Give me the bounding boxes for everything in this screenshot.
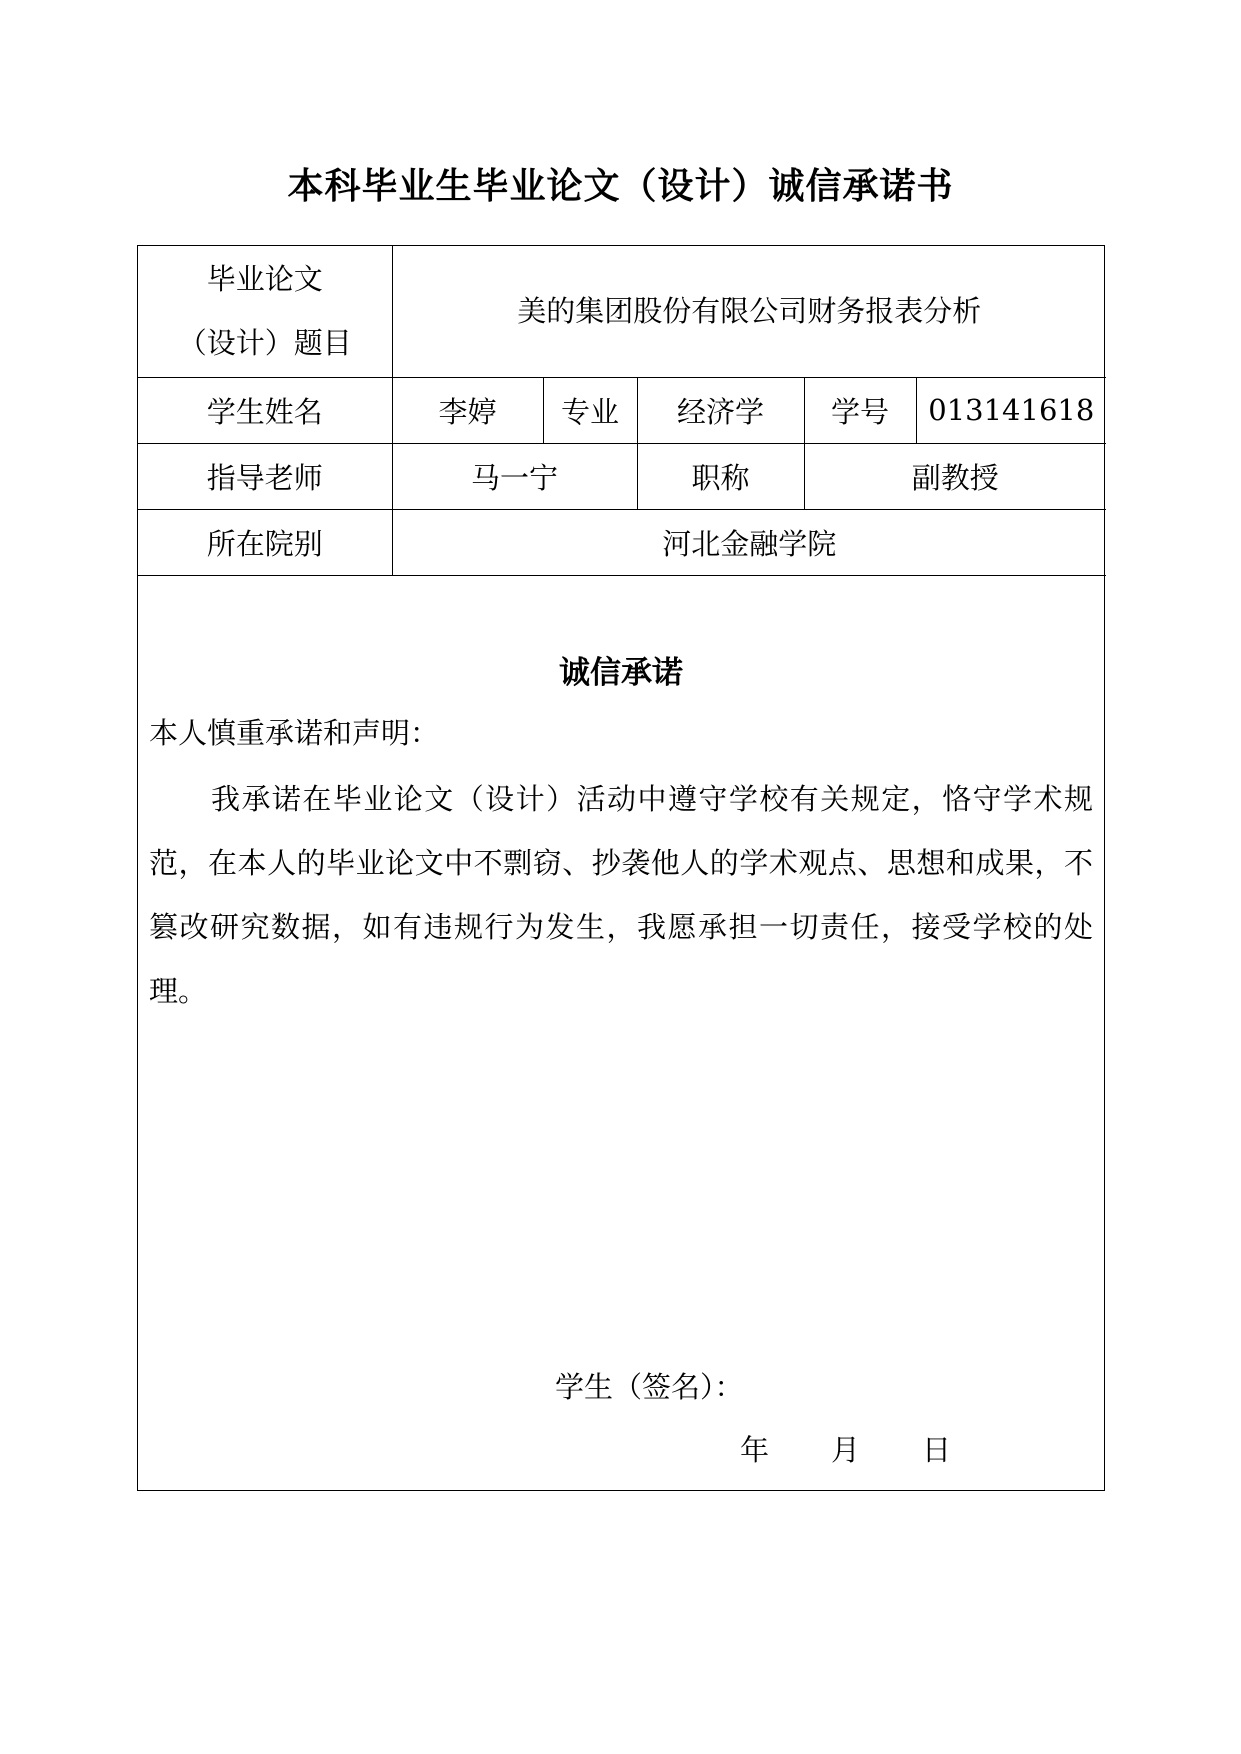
advisor-row	[138, 443, 1106, 509]
info-table	[138, 246, 1106, 576]
date-year-label: 年	[740, 1433, 770, 1467]
topic-label-line1: 毕业论文	[206, 262, 323, 297]
advisor-label: 指导老师	[138, 443, 392, 509]
college-row	[138, 509, 1106, 575]
advisor-value: 马一宁	[392, 443, 637, 509]
advisor-title-value: 副教授	[804, 443, 1106, 509]
college-value: 河北金融学院	[392, 509, 1106, 575]
major-label: 专业	[543, 377, 637, 443]
date-month-label: 月	[831, 1433, 861, 1467]
topic-value: 美的集团股份有限公司财务报表分析	[392, 246, 1106, 377]
commitment-body: 我承诺在毕业论文（设计）活动中遵守学校有关规定，恪守学术规范，在本人的毕业论文中不剽窃、抄袭他人的学术观点、思想和成果，不篡改研究数据，如有违规行为发生，我愿承担一切责任，接受学校的处理。	[149, 782, 1093, 1008]
topic-label	[138, 246, 392, 377]
topic-row	[138, 246, 1106, 377]
topic-label-line2: （设计）题目	[177, 326, 352, 361]
student-name-label: 学生姓名	[138, 377, 392, 443]
advisor-title-label: 职称	[637, 443, 804, 509]
student-id-label: 学号	[804, 377, 916, 443]
student-id-value: 013141618	[916, 377, 1106, 443]
date-day-label: 日	[922, 1433, 952, 1467]
student-name-value: 李婷	[392, 377, 543, 443]
document-title: 本科毕业生毕业论文（设计）诚信承诺书	[287, 166, 954, 207]
college-label: 所在院别	[138, 509, 392, 575]
student-row	[138, 377, 1106, 443]
major-value: 经济学	[637, 377, 804, 443]
signature-date	[740, 1428, 951, 1469]
signature-label: 学生（签名）：	[555, 1370, 744, 1404]
commitment-heading: 诚信承诺	[559, 655, 683, 691]
commitment-intro: 本人慎重承诺和声明：	[149, 716, 440, 750]
